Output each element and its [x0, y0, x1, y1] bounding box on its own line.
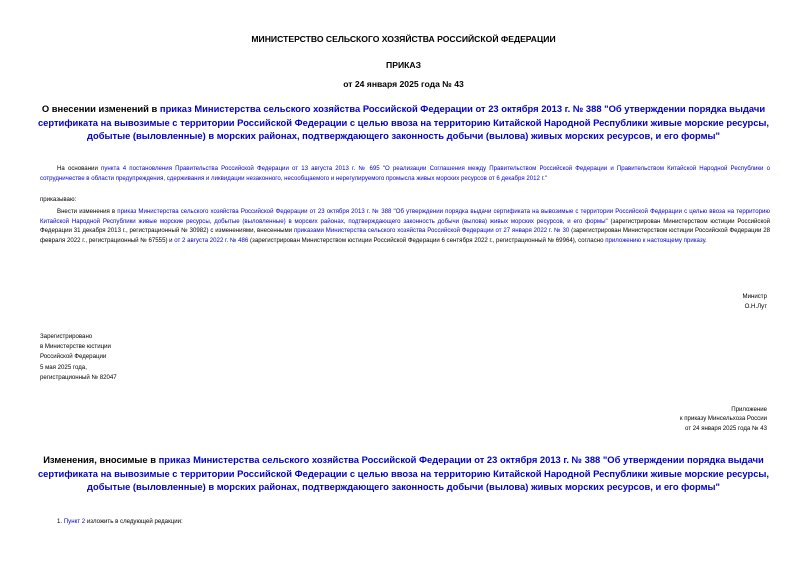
body-text-4: (зарегистрирован Министерством юстиции Российской Федерации 6 сентября 2022 г., регистрационный № 69964), согласно: [248, 236, 606, 244]
body-link-order-486[interactable]: от 2 августа 2022 г. № 486: [174, 236, 249, 244]
registration-line: Российской Федерации: [40, 353, 107, 361]
basis-link-resolution-695[interactable]: пункта 4 постановления Правительства Российской Федерации от 13 августа 2013 г. № 695 "О реализации Соглашения между Правительством Российской Федерации и Правительством Китайской Народной Республики о сотрудничестве в области предупреждения, сдерживания и ликвидации незаконного, несообщаемого и нерегулируемого промысла живых морских ресурсов от 6 декабря 2012 г.": [40, 165, 770, 182]
body-text-5: .: [705, 236, 707, 244]
basis-paragraph: [40, 164, 770, 183]
title-link-order-388[interactable]: приказ Министерства сельского хозяйства Российской Федерации от 23 октября 2013 г. № 388 "Об утверждении порядка выдачи сертификата на вывозимые с территории Российской Федерации с целью ввоза на территорию Китайской Народной Республики живые морские ресурсы, добытые (выловленные) в морских районах, подтверждающего законность добычи (вылова) живых морских ресурсов, и его формы": [37, 103, 770, 141]
signature-block: [743, 292, 767, 311]
order-word: приказываю:: [40, 196, 77, 203]
body-text-2: (зарегистрирован Министерством юстиции Российской Федерации 31 декабря 2013 г., регистрационный № 30982) с изменениями, внесенными: [40, 217, 771, 235]
item-text: изложить в следующей редакции:: [85, 518, 183, 525]
registration-line: регистрационный № 82047: [40, 373, 117, 381]
registration-line: 5 мая 2025 года,: [40, 363, 87, 371]
document-title: [28, 102, 779, 143]
appendix-block: [680, 405, 767, 433]
registration-block: [40, 332, 117, 383]
appendix-line: Приложение: [731, 406, 767, 413]
body-link-order-30[interactable]: приказами Министерства сельского хозяйства Российской Федерации от 27 января 2022 г. № 30: [293, 227, 570, 235]
appendix-line: к приказу Минсельхоза России: [679, 415, 767, 423]
changes-title-link-order-388[interactable]: приказ Министерства сельского хозяйства Российской Федерации от 23 октября 2013 г. № 388 "Об утверждении порядка выдачи сертификата на вывозимые с территории Российской Федерации с целью ввоза на территорию Китайской Народной Республики живые морские ресурсы, добытые (выловленные) в морских районах, подтверждающего законность добычи (вылова) живых морских ресурсов, и его формы": [37, 454, 770, 492]
list-item: [57, 517, 183, 527]
ministry-heading: МИНИСТЕРСТВО СЕЛЬСКОГО ХОЗЯЙСТВА РОССИЙСКОЙ ФЕДЕРАЦИИ: [251, 34, 556, 44]
main-paragraph: [40, 207, 770, 245]
registration-line: в Министерстве юстиции: [40, 343, 111, 351]
item-number: 1.: [57, 518, 64, 525]
item-link-point-2[interactable]: Пункт 2: [63, 518, 86, 525]
body-link-order-388[interactable]: приказ Министерства сельского хозяйства Российской Федерации от 23 октября 2013 г. № 388 "Об утверждении порядка выдачи сертификата на вывозимые с территории Российской Федерации с целью ввоза на территорию Китайской Народной Республики живые морские ресурсы, добытые (выловленные) в морских районах, подтверждающего законность добычи (вылова) живых морских ресурсов, и его формы": [40, 208, 771, 225]
changes-title-prefix: Изменения, вносимые в: [43, 454, 159, 465]
registration-line: Зарегистрировано: [40, 333, 93, 340]
changes-title: [28, 453, 779, 494]
document-type: ПРИКАЗ: [386, 60, 421, 70]
title-prefix: О внесении изменений в: [41, 103, 160, 114]
document-date-number: от 24 января 2025 года № 43: [343, 79, 464, 89]
body-text-1: Внести изменения в: [57, 208, 118, 215]
signature-position: Министр: [742, 293, 767, 300]
appendix-line: от 24 января 2025 года № 43: [685, 424, 767, 432]
body-text-3: (зарегистрирован Министерством юстиции Российской Федерации 28 февраля 2022 г., регистрационный № 67555) и: [40, 227, 770, 244]
signature-name: О.Н.Лут: [744, 302, 767, 310]
body-link-appendix[interactable]: приложению к настоящему приказу: [605, 236, 706, 244]
basis-prefix: На основании: [57, 165, 102, 172]
